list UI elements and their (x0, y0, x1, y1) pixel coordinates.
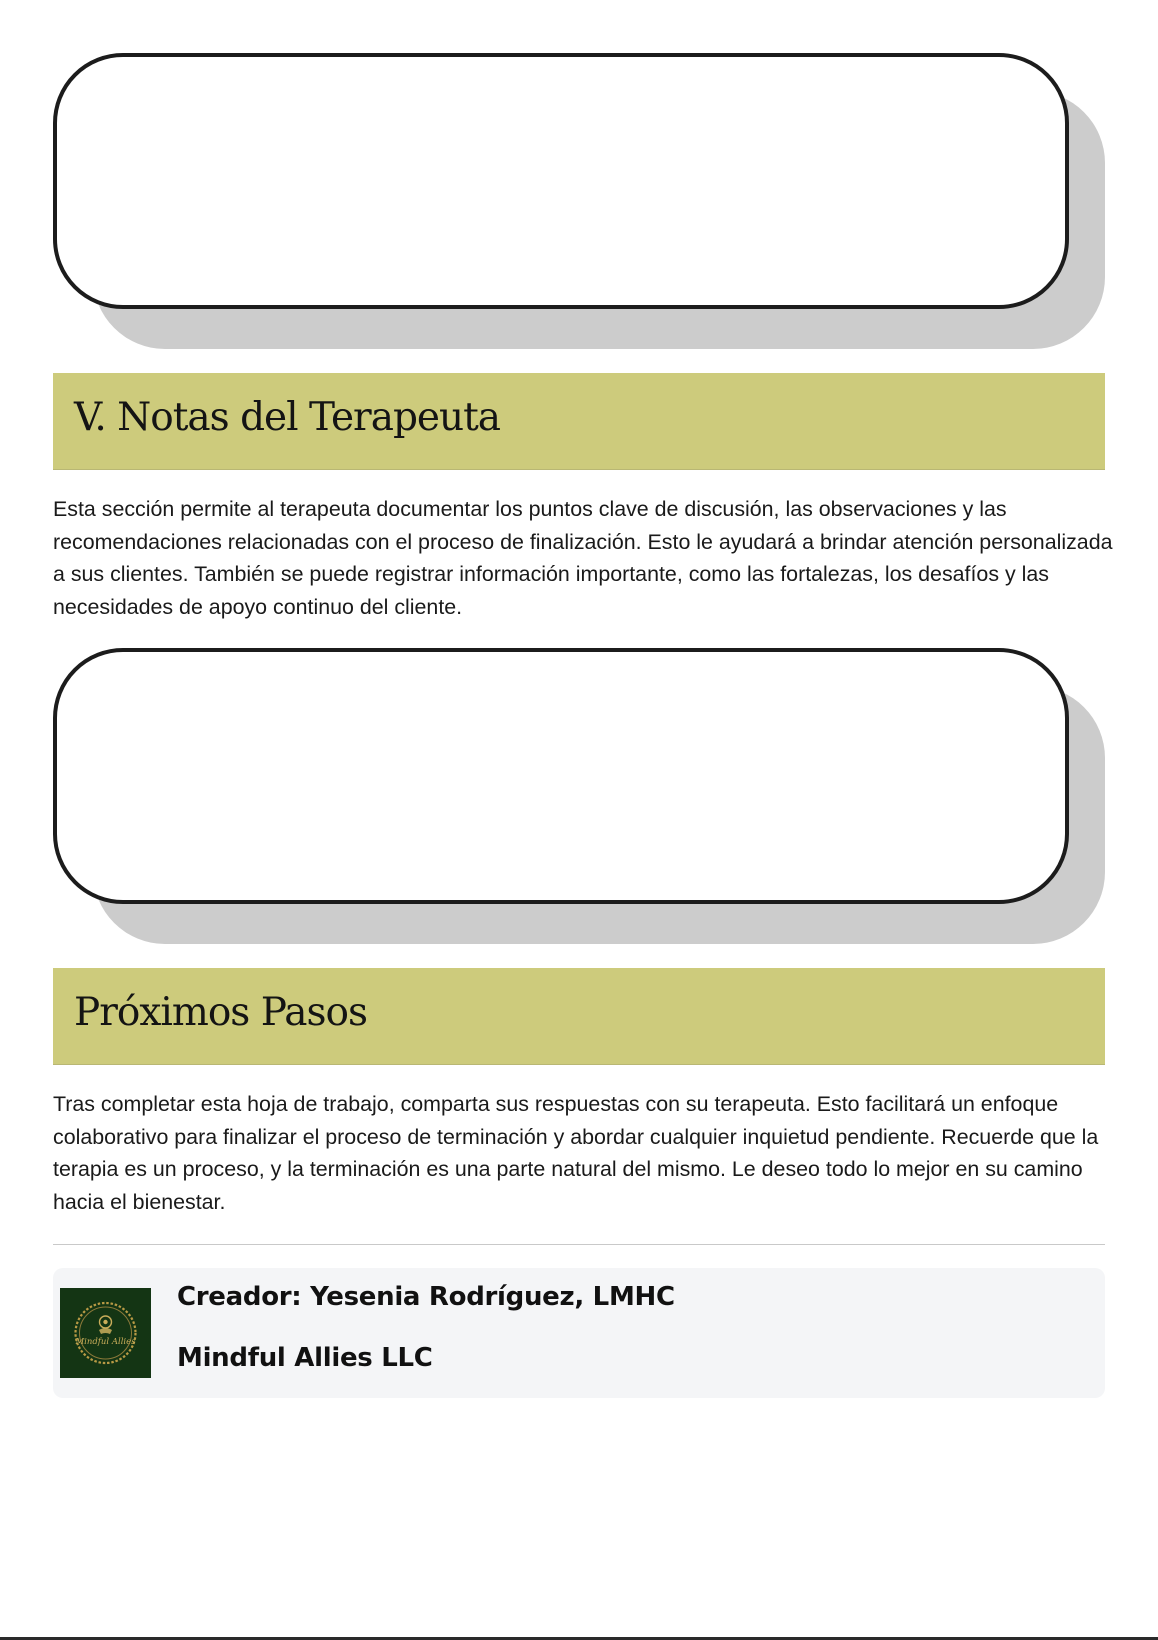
mindful-allies-logo-icon (60, 1288, 151, 1378)
response-box-2 (53, 648, 1105, 944)
svg-text:Mindful Allies: Mindful Allies (75, 1337, 136, 1347)
next-steps-description: Tras completar esta hoja de trabajo, comparta sus respuestas con su terapeuta. Esto facilitará un enfoque colaborativo para finalizar el proceso de terminación y abordar cualquier inquietud pendiente. Recuerde que la terapia es un proceso, y la terminación es una parte natural del mismo. Le deseo todo lo mejor en su camino hacia el bienestar. (53, 1092, 1099, 1215)
response-box-1 (53, 53, 1105, 349)
creator-card (53, 1268, 1105, 1398)
response-box-frame (53, 648, 1069, 904)
divider (53, 1244, 1105, 1245)
section-header-therapist-notes (53, 373, 1105, 470)
section-header-next-steps (53, 968, 1105, 1065)
response-box-frame (53, 53, 1069, 309)
company-name: Mindful Allies LLC (177, 1343, 433, 1373)
creator-name: Creador: Yesenia Rodríguez, LMHC (177, 1282, 675, 1312)
response-input-2[interactable] (107, 680, 1027, 880)
logo-emblem-icon (60, 1288, 151, 1378)
therapist-notes-description: Esta sección permite al terapeuta documentar los puntos clave de discusión, las observaciones y las recomendaciones relacionadas con el proceso de finalización. Esto le ayudará a brindar atención personalizada a sus clientes. También se puede registrar información importante, como las fortalezas, los desafíos y las necesidades de apoyo continuo del cliente. (53, 497, 1113, 620)
section-title: Próximos Pasos (74, 990, 367, 1035)
response-input-1[interactable] (107, 85, 1027, 285)
section-title: V. Notas del Terapeuta (74, 395, 501, 440)
